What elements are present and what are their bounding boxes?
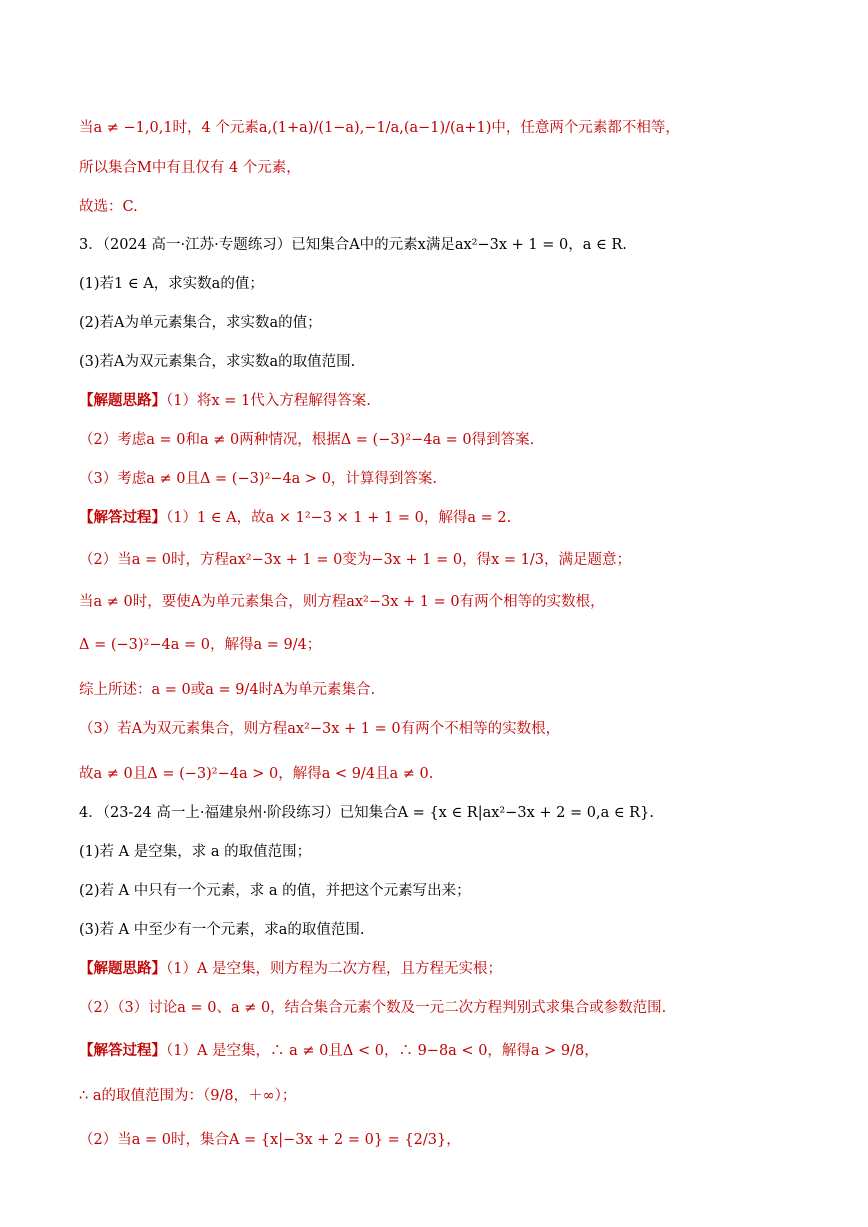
line-text: ∴ a的取值范围为：（9/8，＋∞）； (79, 1088, 297, 1104)
text-line (79, 469, 437, 489)
text-line (79, 764, 433, 784)
line-text: （1）1 ∈ A，故a × 1²−3 × 1 + 1 = 0，解得a = 2. (166, 510, 512, 526)
section-tag: 【解题思路】 (79, 960, 166, 977)
line-text: 所以集合M中有且仅有 4 个元素， (79, 160, 301, 176)
text-line (79, 1041, 599, 1061)
line-text: 故选：C. (79, 199, 138, 215)
line-text: 故a ≠ 0且Δ = (−3)²−4a > 0，解得a < 9/4且a ≠ 0. (79, 766, 434, 782)
text-line (79, 592, 605, 612)
line-text: 当a ≠ −1,0,1时，4 个元素a,(1+a)/(1−a),−1/a,(a−1)/(a+1)中，任意两个元素都不相等， (79, 120, 680, 136)
line-text: （1）将x = 1代入方程解得答案. (166, 393, 371, 409)
line-text: （2）当a = 0时，方程ax²−3x + 1 = 0变为−3x + 1 = 0，得x = 1/3，满足题意； (79, 552, 631, 568)
line-text: （3）若A为双元素集合，则方程ax²−3x + 1 = 0有两个不相等的实数根， (79, 721, 561, 737)
line-text: （1）A 是空集，∴ a ≠ 0且Δ < 0，∴ 9−8a < 0，解得a > 9/8， (166, 1043, 599, 1059)
text-line (79, 1086, 296, 1106)
line-text: 综上所述：a = 0或a = 9/4时A为单元素集合. (79, 682, 376, 698)
line-text: (3)若 A 中至少有一个元素，求a的取值范围. (79, 922, 365, 938)
text-line (79, 803, 654, 823)
text-line (79, 550, 631, 570)
text-line (79, 313, 322, 333)
text-line (79, 197, 138, 217)
line-text: （2）考虑a = 0和a ≠ 0两种情况，根据Δ = (−3)²−4a = 0得到答案. (79, 432, 535, 448)
line-text: (1)若1 ∈ A，求实数a的值； (79, 276, 264, 292)
line-text: （3）考虑a ≠ 0且Δ = (−3)²−4a > 0，计算得到答案. (79, 471, 438, 487)
line-text: (3)若A为双元素集合，求实数a的取值范围. (79, 354, 356, 370)
text-line (79, 881, 471, 901)
section-tag: 【解题思路】 (79, 392, 166, 409)
text-line (79, 1130, 461, 1150)
text-line (79, 842, 311, 862)
text-line (79, 391, 371, 411)
text-line (79, 118, 680, 138)
line-text: Δ = (−3)²−4a = 0，解得a = 9/4； (79, 637, 322, 653)
section-tag: 【解答过程】 (79, 509, 166, 526)
line-text: 4．（23-24 高一上·福建泉州·阶段练习）已知集合A = {x ∈ R|ax²−3x + 2 = 0,a ∈ R}. (79, 805, 654, 821)
text-line (79, 352, 355, 372)
line-text: 3．（2024 高一·江苏·专题练习）已知集合A中的元素x满足ax²−3x + 1 = 0，a ∈ R. (79, 237, 627, 253)
line-text: (2)若 A 中只有一个元素，求 a 的值，并把这个元素写出来； (79, 883, 471, 899)
line-text: （2）（3）讨论a = 0、a ≠ 0，结合集合元素个数及一元二次方程判别式求集合或参数范围. (79, 1000, 667, 1016)
text-line (79, 680, 375, 700)
text-line (79, 920, 364, 940)
text-line (79, 508, 511, 528)
line-text: （2）当a = 0时，集合A = {x|−3x + 2 = 0} = {2/3}， (79, 1132, 461, 1148)
text-line (79, 235, 627, 255)
line-text: （1）A 是空集，则方程为二次方程，且方程无实根； (166, 961, 503, 977)
line-text: (1)若 A 是空集，求 a 的取值范围； (79, 844, 312, 860)
section-tag: 【解答过程】 (79, 1042, 166, 1059)
line-text: (2)若A为单元素集合，求实数a的值； (79, 315, 322, 331)
text-line (79, 998, 666, 1018)
text-line (79, 274, 264, 294)
text-line (79, 158, 301, 178)
text-line (79, 430, 534, 450)
text-line (79, 635, 321, 655)
text-line (79, 959, 502, 979)
line-text: 当a ≠ 0时，要使A为单元素集合，则方程ax²−3x + 1 = 0有两个相等的实数根， (79, 594, 605, 610)
text-line (79, 719, 560, 739)
